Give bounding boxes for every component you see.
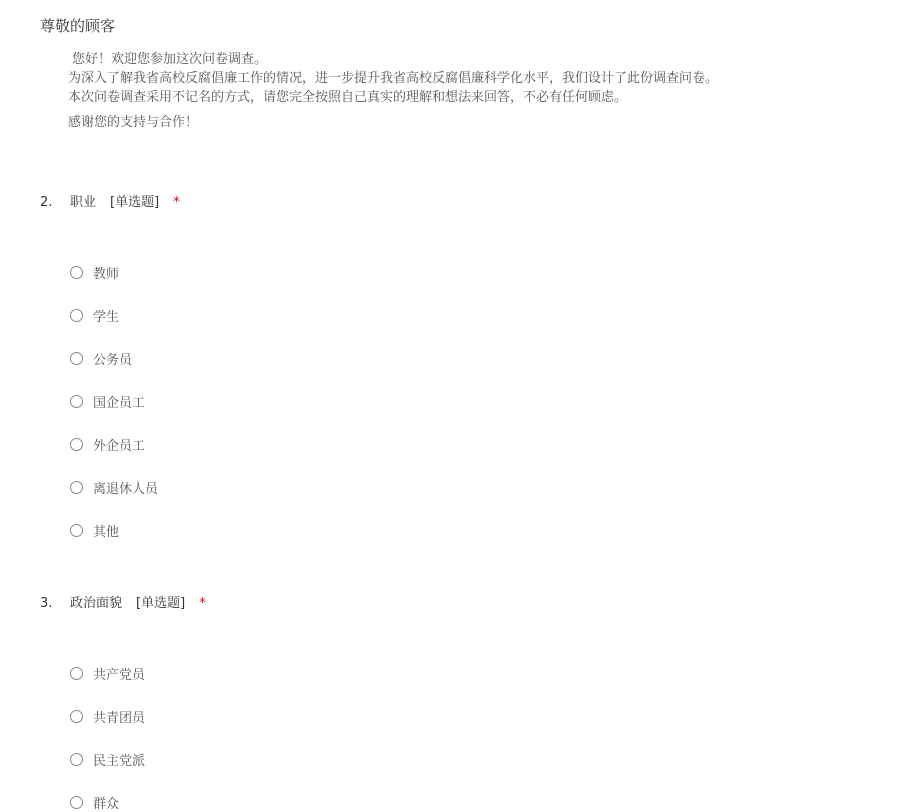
option-label: 离退休人员: [93, 481, 159, 497]
radio-button[interactable]: [70, 266, 83, 279]
radio-button[interactable]: [70, 481, 83, 494]
option-label: 群众: [93, 796, 120, 812]
radio-button[interactable]: [70, 438, 83, 451]
question-type: [单选题]: [136, 596, 186, 611]
radio-button[interactable]: [70, 753, 83, 766]
radio-option[interactable]: [70, 706, 145, 726]
intro-text: [68, 50, 718, 132]
radio-option[interactable]: [70, 391, 145, 411]
option-label: 国企员工: [93, 395, 146, 411]
option-label: 外企员工: [93, 438, 146, 454]
intro-line: 您好！欢迎您参加这次问卷调查。: [72, 52, 268, 67]
radio-button[interactable]: [70, 667, 83, 680]
question-number: 2.: [40, 195, 53, 210]
required-mark: *: [199, 596, 206, 611]
required-mark: *: [173, 195, 180, 210]
question-number: 3.: [40, 596, 53, 611]
radio-button[interactable]: [70, 352, 83, 365]
question-title: 政治面貌: [70, 596, 123, 611]
radio-button[interactable]: [70, 796, 83, 809]
intro-thanks: 感谢您的支持与合作！: [68, 115, 199, 130]
question-title: 职业: [70, 195, 97, 210]
radio-option[interactable]: [70, 477, 158, 497]
question-header: [40, 193, 180, 213]
radio-option[interactable]: [70, 520, 119, 540]
option-label: 民主党派: [93, 753, 146, 769]
radio-button[interactable]: [70, 524, 83, 537]
radio-option[interactable]: [70, 663, 145, 683]
radio-option[interactable]: [70, 305, 119, 325]
intro-line: 本次问卷调查采用不记名的方式，请您完全按照自己真实的理解和想法来回答，不必有任何顾虑。: [68, 90, 628, 105]
question-type: [单选题]: [110, 195, 160, 210]
radio-button[interactable]: [70, 309, 83, 322]
radio-option[interactable]: [70, 348, 132, 368]
intro-line: 为深入了解我省高校反腐倡廉工作的情况，进一步提升我省高校反腐倡廉科学化水平，我们设计了此份调查问卷。: [68, 71, 719, 86]
option-label: 学生: [93, 309, 120, 325]
option-label: 教师: [93, 266, 120, 282]
option-label: 共产党员: [93, 667, 146, 683]
option-label: 其他: [93, 524, 120, 540]
radio-option[interactable]: [70, 792, 119, 812]
greeting-title: 尊敬的顾客: [40, 17, 116, 35]
radio-button[interactable]: [70, 395, 83, 408]
radio-option[interactable]: [70, 262, 119, 282]
radio-option[interactable]: [70, 749, 145, 769]
option-label: 共青团员: [93, 710, 146, 726]
radio-option[interactable]: [70, 434, 145, 454]
question-header: [40, 594, 206, 614]
radio-button[interactable]: [70, 710, 83, 723]
option-label: 公务员: [93, 352, 133, 368]
